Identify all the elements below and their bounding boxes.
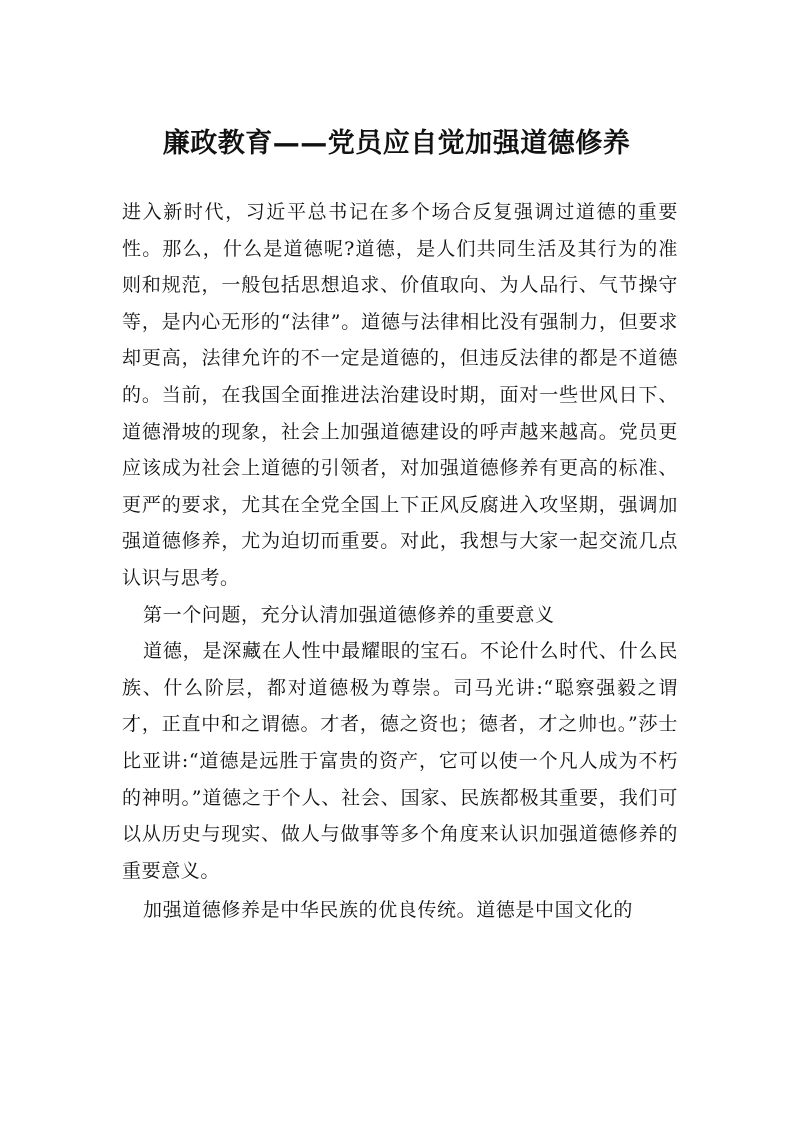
section-heading-1: 第一个问题，充分认清加强道德修养的重要意义: [143, 603, 555, 626]
paragraph-tradition: 加强道德修养是中华民族的优良传统。道德是中国文化的: [143, 899, 634, 922]
document-title: 廉政教育——党员应自觉加强道德修养: [162, 128, 631, 159]
paragraph-morality: 道德，是深藏在人性中最耀眼的宝石。不论什么时代、什么民族、什么阶层，都对道德极为尊崇。司马光讲:“聪察强毅之谓才，正直中和之谓德。才者，德之资也；德者，才之帅也。”莎士比亚讲:“道德是远胜于富贵的资产，它可以使一个凡人成为不朽的神明。”道德之于个人、社会、国家、民族都极其重要，我们可以从历史与现实、做人与做事等多个角度来认识加强道德修养的重要意义。: [122, 640, 678, 882]
document-body: [122, 194, 678, 929]
paragraph-intro: 进入新时代，习近平总书记在多个场合反复强调过道德的重要性。那么，什么是道德呢?道德，是人们共同生活及其行为的准则和规范，一般包括思想追求、价值取向、为人品行、气节操守等，是内心无形的“法律”。道德与法律相比没有强制力，但要求却更高，法律允许的不一定是道德的，但违反法律的都是不道德的。当前，在我国全面推进法治建设时期，面对一些世风日下、道德滑坡的现象，社会上加强道德建设的呼声越来越高。党员更应该成为社会上道德的引领者，对加强道德修养有更高的标准、更严的要求，尤其在全党全国上下正风反腐进入攻坚期，强调加强道德修养，尤为迫切而重要。对此，我想与大家一起交流几点认识与思考。: [122, 201, 678, 589]
